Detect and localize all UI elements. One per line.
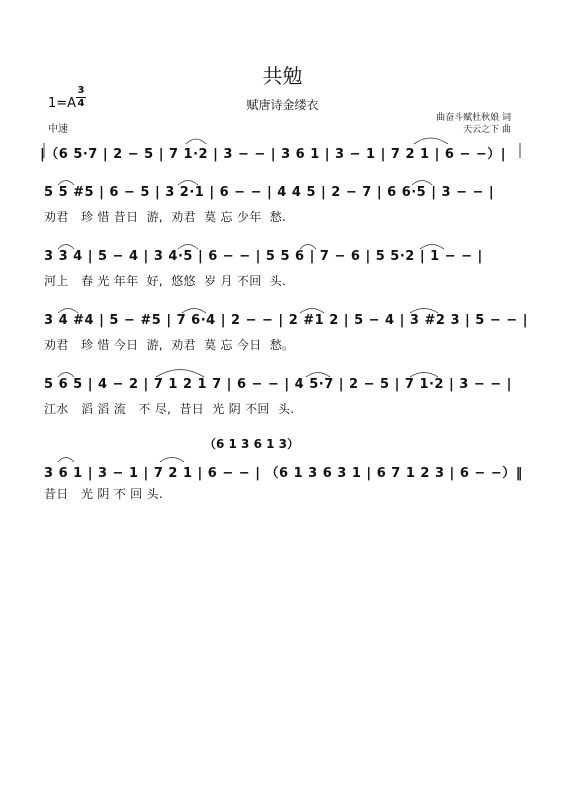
ossia-notation: （6 1 3 6 1 3）	[204, 437, 299, 451]
slur-mark	[420, 245, 444, 250]
slur-mark	[58, 458, 74, 463]
slur-mark	[58, 373, 74, 378]
score-line-3-notes: 3 3 4 | 5 − 4 | 3 4·5 | 6 − − | 5 5 6 | 7 − 6 | 5 5·2 | 1 − − |	[44, 249, 483, 264]
slur-mark	[410, 309, 438, 314]
score-line-4-lyrics: 劝君 珍 惜 今日 游, 劝君 莫 忘 今日 愁。	[44, 338, 295, 352]
slur-mark	[300, 245, 316, 250]
slur-mark	[58, 245, 74, 250]
score-line-6-lyrics: 昔日 光 阴 不 回 头.	[44, 487, 164, 501]
slur-mark	[178, 181, 198, 186]
lyricist-credit: 曲奋斗赋杜秋娘 词	[436, 113, 511, 123]
slur-mark	[182, 309, 206, 314]
score-line-2-lyrics: 劝君 珍 惜 昔日 游, 劝君 莫 忘 少年 愁.	[44, 210, 287, 224]
composer-credit: 天云之下 曲	[463, 125, 511, 135]
slur-mark	[178, 245, 198, 250]
score-line-6-notes: 3 6 1 | 3 − 1 | 7 2 1 | 6 − − | （6 1 3 6 3 1 | 6 7 1 2 3 | 6 − −）‖	[44, 466, 523, 481]
score-line-3-lyrics: 河上 春 光 年年 好, 悠悠 岁 月 不回 头.	[44, 274, 287, 288]
slur-mark	[300, 309, 324, 314]
key-signature: 1=A	[48, 96, 77, 111]
score-line-5-lyrics: 江水 滔 滔 流 不 尽, 昔日 光 阴 不回 头.	[44, 402, 295, 416]
slur-mark	[414, 138, 448, 144]
slur-mark	[410, 373, 438, 378]
slur-mark	[58, 309, 78, 314]
score-line-4-notes: 3 4 #4 | 5 − #5 | 7 6·4 | 2 − − | 2 #1 2 | 5 − 4 | 3 #2 3 | 5 − − |	[44, 313, 528, 328]
time-signature-top: 3	[77, 85, 85, 96]
song-title: 共勉	[262, 64, 303, 88]
slur-mark	[156, 370, 204, 378]
slur-mark	[306, 373, 330, 378]
slur-mark	[412, 181, 432, 186]
slur-mark	[58, 181, 74, 186]
slur-mark	[160, 458, 184, 463]
slur-mark	[186, 139, 206, 144]
barlines	[44, 143, 520, 158]
score-line-2-notes: 5 5 #5 | 6 − 5 | 3 2·1 | 6 − − | 4 4 5 | 2 − 7 | 6 6·5 | 3 − − |	[44, 185, 495, 200]
time-signature-bottom: 4	[77, 98, 85, 109]
score-line-1-notes: |（6 5·7 | 2 − 5 | 7 1·2 | 3 − − | 3 6 1 | 3 − 1 | 7 2 1 | 6 − −）|	[40, 147, 507, 162]
song-subtitle: 赋唐诗金缕衣	[246, 98, 319, 112]
tempo-marking: 中速	[48, 124, 68, 135]
score-line-5-notes: 5 6 5 | 4 − 2 | 7 1 2 1 7 | 6 − − | 4 5·7 | 2 − 5 | 7 1·2 | 3 − − |	[44, 377, 512, 392]
